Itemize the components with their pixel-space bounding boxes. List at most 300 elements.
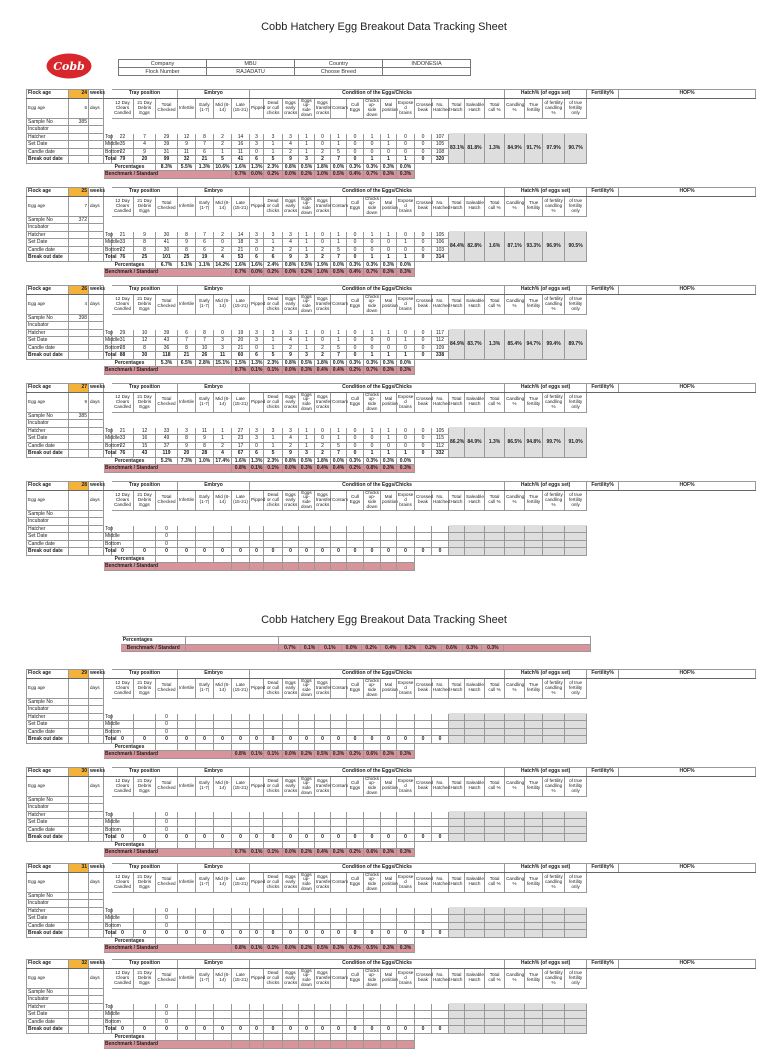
cell[interactable] <box>315 922 331 930</box>
cell[interactable]: 3 <box>283 133 299 141</box>
cell[interactable] <box>432 728 449 736</box>
cell[interactable] <box>232 713 250 721</box>
cell[interactable]: 1 <box>299 148 315 156</box>
flock-age-weeks[interactable]: 31 <box>69 864 89 873</box>
cell[interactable] <box>112 713 134 721</box>
cell[interactable] <box>432 922 449 930</box>
cell[interactable] <box>364 1011 381 1019</box>
cell[interactable] <box>381 915 397 923</box>
cell[interactable] <box>397 922 415 930</box>
cell[interactable] <box>283 540 299 548</box>
cell[interactable]: 9 <box>178 239 196 247</box>
cell[interactable] <box>178 915 196 923</box>
cell[interactable] <box>397 826 415 834</box>
cell[interactable] <box>178 1011 196 1019</box>
cell[interactable] <box>331 1003 347 1011</box>
cell[interactable] <box>331 540 347 548</box>
cell[interactable]: 0 <box>381 246 397 254</box>
cell[interactable]: 8 <box>134 246 156 254</box>
cell[interactable]: 0 <box>364 141 381 149</box>
cell[interactable] <box>214 915 232 923</box>
cell[interactable] <box>214 533 232 541</box>
cell[interactable]: 8 <box>178 231 196 239</box>
cell[interactable]: 109 <box>432 344 449 352</box>
cell[interactable]: 3 <box>250 329 264 337</box>
flock-age-weeks[interactable]: 24 <box>69 90 89 99</box>
cell[interactable]: 23 <box>232 435 250 443</box>
cell[interactable] <box>397 540 415 548</box>
cell[interactable] <box>415 533 432 541</box>
cell[interactable] <box>432 713 449 721</box>
cell[interactable] <box>364 811 381 819</box>
cell[interactable] <box>214 826 232 834</box>
cell[interactable]: 0 <box>315 239 331 247</box>
cell[interactable]: 4 <box>283 435 299 443</box>
cell[interactable] <box>299 533 315 541</box>
cell[interactable] <box>264 728 283 736</box>
cell[interactable] <box>347 1011 364 1019</box>
cell[interactable] <box>331 533 347 541</box>
sample-no-value[interactable]: 398 <box>69 314 89 322</box>
cell[interactable] <box>196 540 214 548</box>
cell[interactable]: 105 <box>432 427 449 435</box>
cell[interactable]: 117 <box>432 329 449 337</box>
cell[interactable] <box>232 819 250 827</box>
cell[interactable]: 2 <box>214 246 232 254</box>
cell[interactable] <box>232 728 250 736</box>
cell[interactable] <box>415 721 432 729</box>
cell[interactable] <box>196 922 214 930</box>
cell[interactable] <box>299 713 315 721</box>
cell[interactable]: 4 <box>283 337 299 345</box>
cell[interactable]: 2 <box>264 246 283 254</box>
cell[interactable]: 2 <box>315 344 331 352</box>
cell[interactable]: 0 <box>250 148 264 156</box>
egg-age-days[interactable]: 4 <box>69 294 89 314</box>
cell[interactable]: 3 <box>264 133 283 141</box>
cell[interactable] <box>112 811 134 819</box>
cell[interactable] <box>178 533 196 541</box>
cell[interactable] <box>364 540 381 548</box>
cell[interactable]: 3 <box>283 329 299 337</box>
cell[interactable] <box>315 826 331 834</box>
cell[interactable]: 3 <box>250 427 264 435</box>
cell[interactable] <box>364 728 381 736</box>
cell[interactable]: 105 <box>432 141 449 149</box>
cell[interactable]: 49 <box>156 435 178 443</box>
cell[interactable]: 0 <box>364 344 381 352</box>
cell[interactable] <box>315 907 331 915</box>
cell[interactable] <box>397 1003 415 1011</box>
flock-age-weeks[interactable]: 30 <box>69 768 89 777</box>
cell[interactable]: 2 <box>315 148 331 156</box>
cell[interactable] <box>196 1003 214 1011</box>
cell[interactable]: 0 <box>397 344 415 352</box>
cell[interactable]: 0 <box>214 329 232 337</box>
cell[interactable] <box>347 819 364 827</box>
cell[interactable]: 0 <box>381 148 397 156</box>
cell[interactable] <box>264 907 283 915</box>
cell[interactable]: 12 <box>134 337 156 345</box>
cell[interactable] <box>397 1018 415 1026</box>
cell[interactable] <box>299 1003 315 1011</box>
egg-age-days[interactable] <box>69 968 89 988</box>
cell[interactable] <box>283 1003 299 1011</box>
cell[interactable]: 9 <box>178 141 196 149</box>
cell[interactable]: 30 <box>156 246 178 254</box>
cell[interactable] <box>397 1011 415 1019</box>
cell[interactable]: 0 <box>214 239 232 247</box>
cell[interactable]: 106 <box>432 239 449 247</box>
cell[interactable]: 1 <box>264 337 283 345</box>
egg-age-days[interactable]: 7 <box>69 196 89 216</box>
cell[interactable] <box>432 915 449 923</box>
cell[interactable]: 0 <box>347 435 364 443</box>
cell[interactable]: 0 <box>415 133 432 141</box>
cell[interactable]: 11 <box>232 148 250 156</box>
cell[interactable] <box>250 713 264 721</box>
cell[interactable]: 0 <box>156 922 178 930</box>
cell[interactable] <box>250 728 264 736</box>
cell[interactable]: 0 <box>347 231 364 239</box>
cell[interactable]: 31 <box>156 148 178 156</box>
cell[interactable]: 0 <box>250 344 264 352</box>
cell[interactable] <box>134 525 156 533</box>
cell[interactable] <box>381 922 397 930</box>
cell[interactable] <box>134 533 156 541</box>
cell[interactable]: 7 <box>196 141 214 149</box>
cell[interactable] <box>331 713 347 721</box>
cell[interactable] <box>347 922 364 930</box>
cell[interactable]: 1 <box>299 246 315 254</box>
cell[interactable] <box>364 721 381 729</box>
cell[interactable] <box>415 819 432 827</box>
cell[interactable]: 0 <box>381 442 397 450</box>
cell[interactable]: 2 <box>214 442 232 450</box>
cell[interactable] <box>178 1018 196 1026</box>
cell[interactable] <box>364 1003 381 1011</box>
cell[interactable] <box>196 1011 214 1019</box>
cell[interactable]: 0 <box>156 819 178 827</box>
sample-no-value[interactable]: 385 <box>69 412 89 420</box>
cell[interactable]: 108 <box>432 148 449 156</box>
cell[interactable]: 0 <box>250 442 264 450</box>
cell[interactable]: 3 <box>264 231 283 239</box>
cell[interactable]: 0 <box>347 442 364 450</box>
cell[interactable] <box>250 721 264 729</box>
cell[interactable] <box>196 721 214 729</box>
cell[interactable]: 1 <box>381 435 397 443</box>
cell[interactable]: 3 <box>250 133 264 141</box>
cell[interactable] <box>196 713 214 721</box>
cell[interactable] <box>283 915 299 923</box>
cell[interactable]: 1 <box>299 239 315 247</box>
cell[interactable]: 11 <box>178 148 196 156</box>
cell[interactable]: 105 <box>432 231 449 239</box>
cell[interactable] <box>347 826 364 834</box>
cell[interactable]: 14 <box>232 231 250 239</box>
cell[interactable]: 1 <box>381 133 397 141</box>
sample-no-value[interactable]: 372 <box>69 216 89 224</box>
cell[interactable] <box>415 1018 432 1026</box>
cell[interactable]: 5 <box>331 148 347 156</box>
cell[interactable] <box>134 826 156 834</box>
cell[interactable]: 0 <box>347 148 364 156</box>
flock-age-weeks[interactable]: 32 <box>69 960 89 969</box>
cell[interactable]: 1 <box>331 329 347 337</box>
cell[interactable]: 0 <box>364 239 381 247</box>
cell[interactable]: 0 <box>315 231 331 239</box>
cell[interactable] <box>415 713 432 721</box>
cell[interactable]: 0 <box>347 133 364 141</box>
cell[interactable]: 1 <box>364 329 381 337</box>
cell[interactable] <box>112 525 134 533</box>
cell[interactable]: 0 <box>364 148 381 156</box>
cell[interactable]: 0 <box>397 427 415 435</box>
cell[interactable]: 37 <box>156 442 178 450</box>
cell[interactable] <box>364 915 381 923</box>
cell[interactable] <box>415 922 432 930</box>
cell[interactable]: 0 <box>347 344 364 352</box>
cell[interactable]: 112 <box>432 442 449 450</box>
cell[interactable]: 0 <box>347 246 364 254</box>
cell[interactable] <box>299 721 315 729</box>
cell[interactable]: 7 <box>134 133 156 141</box>
cell[interactable] <box>196 819 214 827</box>
cell[interactable] <box>331 915 347 923</box>
cell[interactable]: 1 <box>264 141 283 149</box>
cell[interactable] <box>331 1018 347 1026</box>
cell[interactable]: 0 <box>397 435 415 443</box>
cell[interactable]: 33 <box>112 239 134 247</box>
cell[interactable] <box>250 907 264 915</box>
cell[interactable]: 9 <box>196 435 214 443</box>
cell[interactable]: 0 <box>415 344 432 352</box>
cell[interactable]: 20 <box>232 337 250 345</box>
cell[interactable]: 0 <box>156 1018 178 1026</box>
cell[interactable]: 0 <box>364 246 381 254</box>
cell[interactable] <box>299 811 315 819</box>
cell[interactable] <box>364 826 381 834</box>
cell[interactable] <box>232 1003 250 1011</box>
egg-age-days[interactable] <box>69 872 89 892</box>
cell[interactable]: 0 <box>364 337 381 345</box>
cell[interactable] <box>283 819 299 827</box>
cell[interactable] <box>134 922 156 930</box>
cell[interactable] <box>178 826 196 834</box>
cell[interactable]: 28 <box>112 344 134 352</box>
cell[interactable]: 11 <box>196 427 214 435</box>
cell[interactable]: 8 <box>196 133 214 141</box>
cell[interactable] <box>381 540 397 548</box>
cell[interactable] <box>315 728 331 736</box>
cell[interactable] <box>264 915 283 923</box>
cell[interactable]: 5 <box>331 246 347 254</box>
cell[interactable] <box>232 907 250 915</box>
cell[interactable] <box>196 826 214 834</box>
cell[interactable]: 1 <box>264 435 283 443</box>
cell[interactable] <box>432 826 449 834</box>
cell[interactable]: 8 <box>134 239 156 247</box>
cell[interactable]: 0 <box>250 246 264 254</box>
cell[interactable]: 8 <box>178 246 196 254</box>
cell[interactable] <box>214 922 232 930</box>
cell[interactable]: 4 <box>134 141 156 149</box>
cell[interactable]: 1 <box>381 427 397 435</box>
cell[interactable] <box>134 728 156 736</box>
cell[interactable] <box>232 826 250 834</box>
cell[interactable] <box>299 540 315 548</box>
cell[interactable] <box>250 533 264 541</box>
cell[interactable] <box>196 728 214 736</box>
cell[interactable] <box>299 525 315 533</box>
cell[interactable]: 1 <box>381 329 397 337</box>
cell[interactable]: 3 <box>250 337 264 345</box>
cell[interactable] <box>250 915 264 923</box>
cell[interactable] <box>283 826 299 834</box>
cell[interactable]: 1 <box>331 435 347 443</box>
cell[interactable] <box>232 922 250 930</box>
cell[interactable]: 0 <box>156 907 178 915</box>
cell[interactable] <box>299 1018 315 1026</box>
cell[interactable]: 107 <box>432 133 449 141</box>
cell[interactable]: 1 <box>264 344 283 352</box>
company-value[interactable]: MBU <box>207 60 295 68</box>
cell[interactable]: 9 <box>134 148 156 156</box>
egg-age-days[interactable]: 6 <box>69 98 89 118</box>
cell[interactable] <box>381 811 397 819</box>
cell[interactable] <box>415 907 432 915</box>
cell[interactable] <box>315 721 331 729</box>
cell[interactable] <box>432 1018 449 1026</box>
cell[interactable] <box>178 728 196 736</box>
cell[interactable] <box>134 1011 156 1019</box>
cell[interactable] <box>381 907 397 915</box>
cell[interactable] <box>283 907 299 915</box>
flock-age-weeks[interactable]: 29 <box>69 670 89 679</box>
cell[interactable] <box>415 525 432 533</box>
cell[interactable] <box>264 811 283 819</box>
cell[interactable] <box>315 525 331 533</box>
cell[interactable]: 0 <box>415 329 432 337</box>
cell[interactable] <box>196 907 214 915</box>
cell[interactable]: 3 <box>214 337 232 345</box>
cell[interactable] <box>214 721 232 729</box>
cell[interactable]: 0 <box>415 427 432 435</box>
cell[interactable]: 1 <box>299 141 315 149</box>
cell[interactable] <box>232 811 250 819</box>
cell[interactable] <box>178 907 196 915</box>
cell[interactable] <box>432 533 449 541</box>
cell[interactable] <box>331 525 347 533</box>
cell[interactable]: 6 <box>196 239 214 247</box>
cell[interactable] <box>432 525 449 533</box>
cell[interactable]: 0 <box>381 337 397 345</box>
cell[interactable]: 0 <box>156 915 178 923</box>
cell[interactable] <box>232 1018 250 1026</box>
cell[interactable] <box>364 922 381 930</box>
cell[interactable]: 1 <box>397 239 415 247</box>
cell[interactable] <box>178 819 196 827</box>
cell[interactable] <box>250 826 264 834</box>
cell[interactable]: 31 <box>112 337 134 345</box>
cell[interactable] <box>415 1011 432 1019</box>
cell[interactable] <box>315 819 331 827</box>
cell[interactable] <box>315 713 331 721</box>
sample-no-value[interactable] <box>69 698 89 706</box>
cell[interactable] <box>299 728 315 736</box>
cell[interactable]: 7 <box>196 337 214 345</box>
cell[interactable]: 1 <box>299 427 315 435</box>
cell[interactable] <box>299 819 315 827</box>
cell[interactable]: 0 <box>364 442 381 450</box>
cell[interactable]: 10 <box>196 344 214 352</box>
cell[interactable] <box>264 1011 283 1019</box>
cell[interactable]: 1 <box>331 231 347 239</box>
cell[interactable] <box>381 1003 397 1011</box>
cell[interactable]: 7 <box>178 337 196 345</box>
cell[interactable]: 2 <box>283 442 299 450</box>
cell[interactable]: 1 <box>214 435 232 443</box>
cell[interactable]: 1 <box>264 148 283 156</box>
cell[interactable]: 33 <box>156 427 178 435</box>
cell[interactable] <box>331 907 347 915</box>
cell[interactable] <box>232 721 250 729</box>
cell[interactable] <box>196 1018 214 1026</box>
cell[interactable]: 21 <box>112 427 134 435</box>
cell[interactable]: 22 <box>112 246 134 254</box>
cell[interactable]: 0 <box>156 533 178 541</box>
cell[interactable] <box>381 728 397 736</box>
cell[interactable] <box>315 1018 331 1026</box>
cell[interactable]: 0 <box>347 329 364 337</box>
cell[interactable] <box>381 721 397 729</box>
cell[interactable]: 0 <box>397 246 415 254</box>
cell[interactable] <box>250 811 264 819</box>
cell[interactable]: 0 <box>415 148 432 156</box>
cell[interactable]: 0 <box>156 713 178 721</box>
cell[interactable] <box>415 826 432 834</box>
cell[interactable]: 9 <box>134 231 156 239</box>
cell[interactable] <box>347 540 364 548</box>
cell[interactable] <box>331 728 347 736</box>
cell[interactable]: 115 <box>432 435 449 443</box>
cell[interactable] <box>283 811 299 819</box>
cell[interactable] <box>397 533 415 541</box>
cell[interactable]: 36 <box>156 344 178 352</box>
cell[interactable] <box>283 1018 299 1026</box>
cell[interactable] <box>134 713 156 721</box>
cell[interactable]: 6 <box>178 329 196 337</box>
cell[interactable]: 15 <box>134 442 156 450</box>
cell[interactable] <box>232 1011 250 1019</box>
cell[interactable] <box>264 525 283 533</box>
cell[interactable] <box>178 721 196 729</box>
cell[interactable]: 1 <box>299 337 315 345</box>
cell[interactable] <box>347 525 364 533</box>
cell[interactable]: 3 <box>283 231 299 239</box>
cell[interactable] <box>214 525 232 533</box>
cell[interactable]: 1 <box>299 442 315 450</box>
cell[interactable] <box>331 922 347 930</box>
cell[interactable] <box>264 826 283 834</box>
cell[interactable]: 4 <box>283 141 299 149</box>
cell[interactable]: 3 <box>283 427 299 435</box>
cell[interactable]: 6 <box>196 246 214 254</box>
cell[interactable]: 21 <box>112 231 134 239</box>
cell[interactable]: 0 <box>415 141 432 149</box>
cell[interactable]: 2 <box>214 231 232 239</box>
